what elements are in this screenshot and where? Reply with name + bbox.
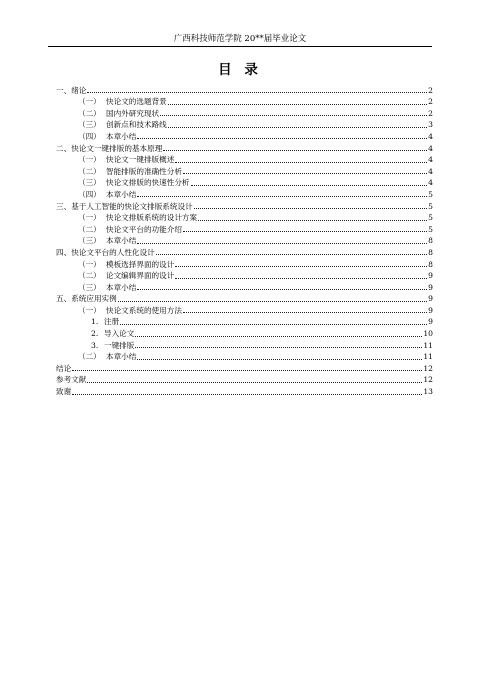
dot-leader (120, 323, 427, 325)
toc-entry-text: 导入论文 (104, 329, 135, 339)
toc-entry[interactable] (56, 304, 433, 316)
toc-entry-label (78, 260, 174, 270)
toc-entry[interactable] (56, 84, 433, 96)
toc-entry-text: 快论文平台的功能介绍 (106, 224, 182, 234)
toc-entry[interactable] (56, 339, 433, 351)
toc-entry-label (78, 178, 190, 188)
toc-entry-number: 1. (91, 317, 99, 327)
dot-leader (72, 393, 422, 395)
toc-entry[interactable] (56, 212, 433, 224)
toc-entry-label (56, 375, 86, 385)
dot-leader (137, 137, 427, 139)
toc-entry[interactable] (56, 362, 433, 374)
toc-entry-number: （一） (78, 213, 101, 223)
toc-entry-text: 国内外研究现状 (106, 108, 160, 118)
toc-entry-page: 3 (428, 120, 433, 130)
toc-entry-page: 11 (423, 340, 433, 350)
toc-entry-page: 12 (423, 375, 433, 385)
dot-leader (183, 311, 427, 313)
toc-entry-number: （三） (78, 236, 101, 246)
table-of-contents (56, 84, 433, 397)
toc-entry-number: （二） (78, 108, 101, 118)
toc-entry[interactable] (56, 316, 433, 328)
toc-entry-page: 4 (428, 166, 433, 176)
toc-entry-label (91, 317, 119, 327)
toc-entry-page: 2 (428, 85, 433, 95)
toc-entry-page: 5 (428, 189, 433, 199)
toc-entry-number: （四） (78, 189, 101, 199)
toc-entry-text: 快论文平台的人性化设计 (71, 247, 155, 257)
dot-leader (137, 358, 422, 360)
dot-leader (183, 172, 427, 174)
toc-entry-text: 参考文献 (56, 375, 87, 385)
toc-entry[interactable] (56, 223, 433, 235)
toc-entry-text: 本章小结 (106, 352, 137, 362)
toc-entry-page: 2 (428, 108, 433, 118)
toc-title: 目 录 (218, 62, 262, 78)
toc-entry-number: （三） (78, 120, 101, 130)
toc-entry-text: 本章小结 (106, 282, 137, 292)
dot-leader (87, 381, 422, 383)
toc-entry-number: （二） (78, 166, 101, 176)
toc-entry-page: 5 (428, 213, 433, 223)
toc-entry[interactable] (56, 154, 433, 166)
toc-entry-page: 8 (428, 236, 433, 246)
toc-entry-text: 系统应用实例 (71, 294, 117, 304)
toc-entry[interactable] (56, 246, 433, 258)
dot-leader (163, 149, 427, 151)
toc-entry-text: 快论文一键排版概述 (106, 155, 175, 165)
toc-entry-page: 9 (428, 271, 433, 281)
toc-entry-label (78, 97, 167, 107)
toc-entry-text: 快论文的选题背景 (106, 97, 167, 107)
dot-leader (175, 161, 427, 163)
toc-entry-page: 5 (428, 201, 433, 211)
toc-entry-text: 快论文排版系统的设计方案 (106, 213, 198, 223)
toc-entry-number: （二） (78, 224, 101, 234)
toc-entry-label (56, 202, 193, 212)
toc-entry-label (78, 306, 182, 316)
toc-entry-number: 2. (91, 329, 99, 339)
toc-entry-label (56, 248, 155, 258)
toc-entry-page: 9 (428, 282, 433, 292)
dot-leader (137, 195, 427, 197)
toc-entry-number: （二） (78, 352, 101, 362)
toc-entry[interactable] (56, 293, 433, 305)
toc-entry-number: 二、 (56, 143, 72, 153)
page-header: 广西科技师范学院 20**届毕业论文 (173, 34, 307, 44)
toc-entry[interactable] (56, 327, 433, 339)
toc-entry-page: 4 (428, 178, 433, 188)
toc-entry-page: 10 (423, 329, 433, 339)
toc-entry-label (78, 236, 136, 246)
toc-entry[interactable] (56, 165, 433, 177)
toc-entry-label (91, 341, 134, 351)
dot-leader (175, 277, 427, 279)
dot-leader (198, 219, 427, 221)
toc-entry-label (78, 352, 136, 362)
toc-entry[interactable] (56, 374, 433, 386)
toc-entry-number: （一） (78, 305, 101, 315)
toc-entry-number: （三） (78, 178, 101, 188)
toc-entry-number: （一） (78, 259, 101, 269)
dot-leader (183, 230, 427, 232)
toc-entry-label (78, 109, 159, 119)
toc-entry-page: 13 (423, 387, 433, 397)
toc-entry-label (78, 132, 136, 142)
dot-leader (156, 253, 427, 255)
dot-leader (118, 300, 427, 302)
dot-leader (135, 346, 422, 348)
toc-entry-number: 三、 (56, 201, 72, 211)
dot-leader (87, 91, 427, 93)
toc-entry[interactable] (56, 200, 433, 212)
toc-entry-text: 一键排版 (104, 340, 135, 350)
toc-entry-label (56, 144, 162, 154)
toc-entry-text: 致谢 (56, 387, 72, 397)
toc-entry-text: 注册 (104, 317, 120, 327)
dot-leader (137, 288, 427, 290)
dot-leader (72, 369, 422, 371)
dot-leader (168, 126, 427, 128)
dot-leader (160, 114, 427, 116)
toc-entry-page: 8 (428, 247, 433, 257)
toc-entry-text: 快论文系统的使用方法 (106, 305, 182, 315)
toc-entry-number: （二） (78, 271, 101, 281)
toc-entry-label (56, 294, 117, 304)
toc-entry-label (78, 190, 136, 200)
toc-entry-text: 本章小结 (106, 189, 137, 199)
toc-entry[interactable] (56, 270, 433, 282)
toc-entry-label (78, 283, 136, 293)
toc-entry-page: 4 (428, 155, 433, 165)
toc-entry-number: （一） (78, 97, 101, 107)
toc-entry[interactable] (56, 235, 433, 247)
toc-entry-text: 本章小结 (106, 131, 137, 141)
header-rule (48, 46, 432, 47)
toc-entry-text: 基于人工智能的快论文排版系统设计 (71, 201, 193, 211)
toc-entry-number: 四、 (56, 247, 72, 257)
toc-entry[interactable] (56, 177, 433, 189)
toc-entry[interactable] (56, 188, 433, 200)
toc-entry-label (78, 120, 167, 130)
toc-entry-page: 5 (428, 224, 433, 234)
toc-entry-text: 创新点和技术路线 (106, 120, 167, 130)
toc-entry-label (78, 225, 182, 235)
toc-entry-text: 论文编辑界面的设计 (106, 271, 175, 281)
toc-entry-page: 9 (428, 305, 433, 315)
toc-entry-text: 智能排版的准确性分析 (106, 166, 182, 176)
toc-entry[interactable] (56, 107, 433, 119)
dot-leader (135, 335, 422, 337)
toc-entry-page: 9 (428, 294, 433, 304)
dot-leader (137, 242, 427, 244)
toc-entry-text: 快论文一键排版的基本原理 (71, 143, 163, 153)
toc-entry-label (78, 167, 182, 177)
toc-entry[interactable] (56, 258, 433, 270)
toc-entry[interactable] (56, 351, 433, 363)
dot-leader (168, 103, 427, 105)
toc-entry-number: （三） (78, 282, 101, 292)
toc-entry-label (78, 271, 174, 281)
toc-entry[interactable] (56, 385, 433, 397)
toc-entry-text: 模板选择界面的设计 (106, 259, 175, 269)
toc-entry-page: 8 (428, 259, 433, 269)
toc-entry-number: 3. (91, 340, 99, 350)
toc-entry-label (78, 155, 174, 165)
toc-entry-page: 4 (428, 131, 433, 141)
toc-entry-label (78, 213, 197, 223)
toc-entry[interactable] (56, 130, 433, 142)
toc-entry[interactable] (56, 119, 433, 131)
toc-entry-number: （四） (78, 131, 101, 141)
toc-entry-number: 一、 (56, 85, 72, 95)
toc-entry-number: （一） (78, 155, 101, 165)
dot-leader (175, 265, 427, 267)
toc-entry-page: 4 (428, 143, 433, 153)
toc-entry-page: 9 (428, 317, 433, 327)
toc-entry-number: 五、 (56, 294, 72, 304)
toc-entry-text: 绪论 (71, 85, 87, 95)
toc-entry-label (56, 86, 86, 96)
dot-leader (194, 207, 427, 209)
toc-entry-page: 12 (423, 363, 433, 373)
toc-entry-text: 结论 (56, 363, 72, 373)
toc-entry-text: 本章小结 (106, 236, 137, 246)
toc-entry-label (56, 364, 71, 374)
dot-leader (191, 184, 428, 186)
toc-entry-label (91, 329, 134, 339)
toc-entry-page: 11 (423, 352, 433, 362)
toc-entry[interactable] (56, 142, 433, 154)
toc-entry[interactable] (56, 96, 433, 108)
toc-entry-page: 2 (428, 97, 433, 107)
toc-entry-text: 快论文排版的快速性分析 (106, 178, 190, 188)
toc-entry[interactable] (56, 281, 433, 293)
toc-entry-label (56, 387, 71, 397)
